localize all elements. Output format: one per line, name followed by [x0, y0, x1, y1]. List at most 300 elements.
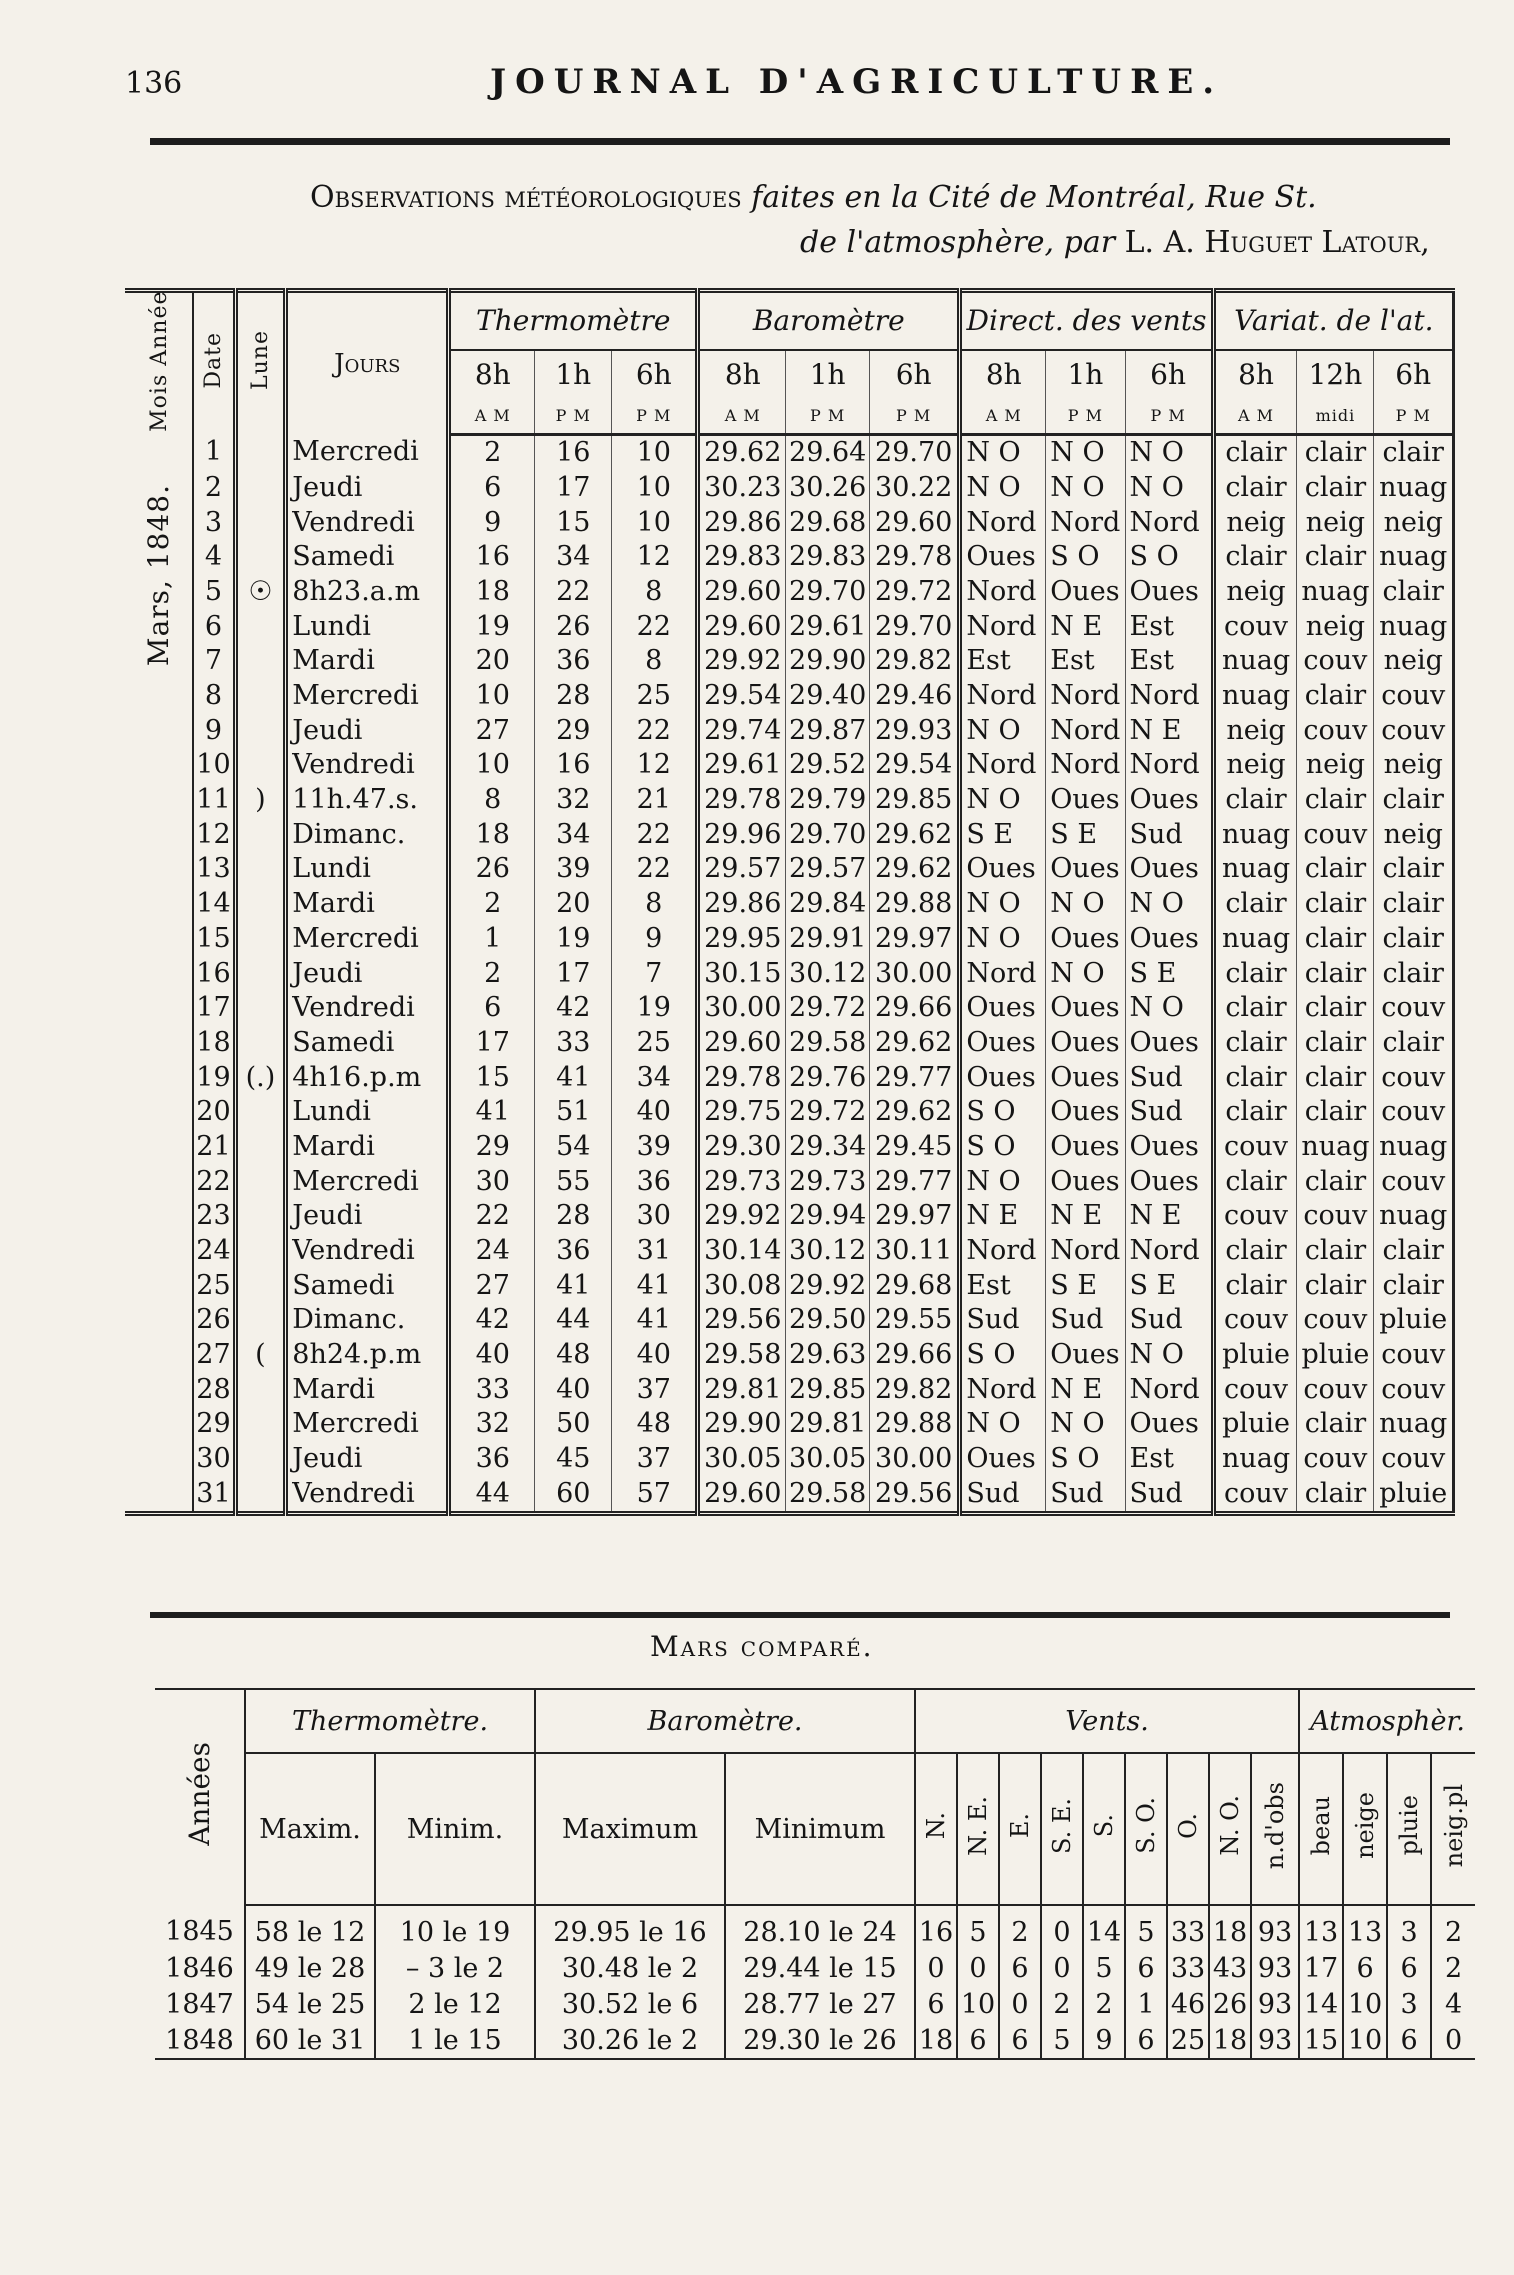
- wind-cell: Nord: [1046, 1234, 1125, 1269]
- baro-cell: 29.68: [786, 505, 870, 540]
- atmos-cell: pluie: [1374, 1476, 1454, 1513]
- time-header: 12h: [1297, 350, 1374, 399]
- baro-cell: 29.78: [698, 783, 786, 818]
- observation-row: [125, 575, 1454, 610]
- baro-cell: 29.62: [870, 1095, 960, 1130]
- lune-cell: [235, 471, 286, 506]
- thermo-cell: 36: [612, 1164, 698, 1199]
- thermo-cell: 10: [612, 505, 698, 540]
- baro-cell: 29.40: [786, 679, 870, 714]
- observation-row: [125, 540, 1454, 575]
- thermo-cell: 40: [449, 1338, 535, 1373]
- compare-wind-cell: 33: [1167, 1905, 1209, 1950]
- date-cell: 6: [193, 609, 235, 644]
- compare-wind-cell: 6: [915, 1986, 957, 2022]
- wind-cell: N O: [960, 713, 1046, 748]
- thermo-cell: 45: [535, 1442, 612, 1477]
- wind-cell: Oues: [1046, 1026, 1125, 1061]
- atmos-cell: couv: [1374, 1442, 1454, 1477]
- baro-cell: 30.00: [698, 991, 786, 1026]
- baro-cell: 30.23: [698, 471, 786, 506]
- baro-cell: 29.95: [698, 921, 786, 956]
- compare-wind-cell: 5: [1041, 2022, 1083, 2059]
- compare-wind-cell: 93: [1251, 1950, 1299, 1986]
- atmos-cell: nuag: [1213, 817, 1297, 852]
- atmos-cell: nuag: [1374, 540, 1454, 575]
- compare-header-atmos-text: neig.pl: [1439, 1783, 1468, 1868]
- observation-row: [125, 1199, 1454, 1234]
- compare-wind-cell: 18: [915, 2022, 957, 2059]
- wind-cell: Est: [960, 1268, 1046, 1303]
- baro-cell: 29.63: [786, 1338, 870, 1373]
- lune-cell: [235, 679, 286, 714]
- compare-bmin: 28.10 le 24: [725, 1905, 915, 1950]
- period-header: A M: [960, 399, 1046, 434]
- wind-cell: N O: [960, 1164, 1046, 1199]
- baro-cell: 30.00: [870, 956, 960, 991]
- wind-cell: Est: [1125, 1442, 1213, 1477]
- compare-wind-cell: 6: [1125, 1950, 1167, 1986]
- atmos-cell: clair: [1213, 1164, 1297, 1199]
- wind-cell: N O: [1046, 956, 1125, 991]
- baro-cell: 29.45: [870, 1130, 960, 1165]
- atmos-cell: pluie: [1297, 1338, 1374, 1373]
- compare-header-atmos: [1299, 1753, 1343, 1905]
- wind-cell: Sud: [960, 1476, 1046, 1513]
- wind-cell: S O: [1046, 1442, 1125, 1477]
- observation-row: [125, 852, 1454, 887]
- baro-cell: 29.91: [786, 921, 870, 956]
- wind-cell: Sud: [1046, 1476, 1125, 1513]
- wind-cell: Nord: [960, 505, 1046, 540]
- baro-cell: 29.81: [698, 1372, 786, 1407]
- date-cell: 13: [193, 852, 235, 887]
- caption-lead: Observations météorologiques: [310, 180, 742, 215]
- thermo-cell: 34: [612, 1060, 698, 1095]
- wind-cell: S E: [1046, 817, 1125, 852]
- jour-cell: Samedi: [286, 540, 449, 575]
- period-header: midi: [1297, 399, 1374, 434]
- thermo-cell: 12: [612, 748, 698, 783]
- thermo-cell: 57: [612, 1476, 698, 1513]
- atmos-cell: nuag: [1297, 575, 1374, 610]
- atmos-cell: couv: [1297, 1442, 1374, 1477]
- atmos-cell: clair: [1374, 921, 1454, 956]
- compare-wind-cell: 2: [1041, 1986, 1083, 2022]
- baro-cell: 29.57: [786, 852, 870, 887]
- wind-cell: Nord: [1046, 748, 1125, 783]
- jour-cell: Lundi: [286, 852, 449, 887]
- observation-row: [125, 1372, 1454, 1407]
- period-header: A M: [698, 399, 786, 434]
- atmos-cell: couv: [1374, 713, 1454, 748]
- jour-cell: Jeudi: [286, 713, 449, 748]
- compare-tmax: 54 le 25: [245, 1986, 375, 2022]
- atmos-cell: neig: [1213, 575, 1297, 610]
- atmos-cell: couv: [1213, 609, 1297, 644]
- lune-cell: (: [235, 1338, 286, 1373]
- compare-group-thermometre: Thermomètre.: [245, 1689, 535, 1753]
- atmos-cell: clair: [1213, 1060, 1297, 1095]
- thermo-cell: 17: [535, 471, 612, 506]
- col-header-jours: Jours: [286, 291, 449, 435]
- baro-cell: 29.82: [870, 644, 960, 679]
- wind-cell: N O: [1125, 991, 1213, 1026]
- thermo-cell: 37: [612, 1372, 698, 1407]
- page-number: 136: [125, 66, 183, 101]
- baro-cell: 30.08: [698, 1268, 786, 1303]
- baro-cell: 29.70: [786, 817, 870, 852]
- jour-cell: Samedi: [286, 1026, 449, 1061]
- baro-cell: 29.84: [786, 887, 870, 922]
- compare-header-atmos-text: beau: [1307, 1795, 1336, 1856]
- baro-cell: 29.68: [870, 1268, 960, 1303]
- thermo-cell: 19: [612, 991, 698, 1026]
- baro-cell: 29.50: [786, 1303, 870, 1338]
- baro-cell: 29.88: [870, 1407, 960, 1442]
- atmos-cell: couv: [1374, 679, 1454, 714]
- wind-cell: Nord: [1046, 713, 1125, 748]
- observation-row: [125, 991, 1454, 1026]
- thermo-cell: 2: [449, 887, 535, 922]
- date-cell: 16: [193, 956, 235, 991]
- date-cell: 1: [193, 434, 235, 470]
- compare-header-wind-text: S. E.: [1048, 1797, 1077, 1854]
- thermo-cell: 30: [449, 1164, 535, 1199]
- baro-cell: 29.82: [870, 1372, 960, 1407]
- thermo-cell: 6: [449, 471, 535, 506]
- baro-cell: 29.72: [870, 575, 960, 610]
- date-cell: 8: [193, 679, 235, 714]
- observations-table: [125, 288, 1455, 1516]
- compare-atmos-cell: 2: [1431, 1950, 1475, 1986]
- date-cell: 25: [193, 1268, 235, 1303]
- date-cell: 18: [193, 1026, 235, 1061]
- thermo-cell: 15: [449, 1060, 535, 1095]
- wind-cell: Oues: [960, 991, 1046, 1026]
- compare-wind-cell: 25: [1167, 2022, 1209, 2059]
- compare-header-wind-text: n.d'obs: [1261, 1781, 1290, 1870]
- atmos-cell: clair: [1297, 434, 1374, 470]
- compare-header-wind-text: N. E.: [964, 1795, 993, 1856]
- atmos-cell: clair: [1297, 1234, 1374, 1269]
- thermo-cell: 17: [535, 956, 612, 991]
- date-cell: 5: [193, 575, 235, 610]
- time-header: 8h: [960, 350, 1046, 399]
- wind-cell: Nord: [1125, 679, 1213, 714]
- wind-cell: S E: [960, 817, 1046, 852]
- atmos-cell: neig: [1374, 505, 1454, 540]
- lune-cell: [235, 921, 286, 956]
- baro-cell: 29.60: [698, 1026, 786, 1061]
- compare-header-bmin: Minimum: [725, 1753, 915, 1905]
- wind-cell: Nord: [1125, 505, 1213, 540]
- date-cell: 10: [193, 748, 235, 783]
- date-cell: 17: [193, 991, 235, 1026]
- compare-wind-cell: 0: [1041, 1905, 1083, 1950]
- date-cell: 14: [193, 887, 235, 922]
- compare-header-wind-text: O.: [1174, 1812, 1203, 1839]
- thermo-cell: 50: [535, 1407, 612, 1442]
- compare-tmin: 10 le 19: [375, 1905, 535, 1950]
- baro-cell: 29.92: [786, 1268, 870, 1303]
- compare-bmin: 29.44 le 15: [725, 1950, 915, 1986]
- baro-cell: 29.64: [786, 434, 870, 470]
- wind-cell: Oues: [1125, 1407, 1213, 1442]
- observations-body: [125, 434, 1454, 1513]
- wind-cell: N O: [1046, 471, 1125, 506]
- compare-header-atmos: [1387, 1753, 1431, 1905]
- group-header-barometre: Baromètre: [698, 291, 960, 350]
- baro-cell: 29.56: [870, 1476, 960, 1513]
- month-label-text: Mars, 1848.: [141, 484, 175, 667]
- observation-row: [125, 644, 1454, 679]
- compare-atmos-cell: 6: [1387, 1950, 1431, 1986]
- jour-cell: Mardi: [286, 644, 449, 679]
- baro-cell: 29.94: [786, 1199, 870, 1234]
- compare-atmos-cell: 13: [1343, 1905, 1387, 1950]
- baro-cell: 29.56: [698, 1303, 786, 1338]
- baro-cell: 29.83: [698, 540, 786, 575]
- thermo-cell: 29: [449, 1130, 535, 1165]
- baro-cell: 29.58: [786, 1026, 870, 1061]
- wind-cell: Nord: [960, 609, 1046, 644]
- period-header: A M: [449, 399, 535, 434]
- thermo-cell: 33: [535, 1026, 612, 1061]
- period-header: P M: [1374, 399, 1454, 434]
- compare-body: [155, 1905, 1475, 2059]
- thermo-cell: 10: [449, 679, 535, 714]
- thermo-cell: 40: [535, 1372, 612, 1407]
- observation-row: [125, 1095, 1454, 1130]
- jour-cell: Vendredi: [286, 1234, 449, 1269]
- jour-cell: Vendredi: [286, 748, 449, 783]
- atmos-cell: clair: [1374, 434, 1454, 470]
- compare-wind-cell: 18: [1209, 2022, 1251, 2059]
- baro-cell: 30.05: [786, 1442, 870, 1477]
- baro-cell: 29.60: [698, 609, 786, 644]
- date-cell: 26: [193, 1303, 235, 1338]
- lune-cell: [235, 1234, 286, 1269]
- jour-cell: 8h24.p.m: [286, 1338, 449, 1373]
- time-header: 1h: [786, 350, 870, 399]
- jour-cell: Mercredi: [286, 434, 449, 470]
- compare-year: 1845: [165, 1916, 234, 1947]
- observation-row: [125, 1338, 1454, 1373]
- jour-cell: Dimanc.: [286, 817, 449, 852]
- wind-cell: S E: [1125, 1268, 1213, 1303]
- atmos-cell: clair: [1374, 956, 1454, 991]
- wind-cell: Oues: [1046, 1130, 1125, 1165]
- observation-row: [125, 1476, 1454, 1513]
- compare-top-rule: [150, 1612, 1450, 1618]
- thermo-cell: 22: [612, 852, 698, 887]
- baro-cell: 29.87: [786, 713, 870, 748]
- wind-cell: Sud: [1125, 1476, 1213, 1513]
- lune-cell: [235, 434, 286, 470]
- baro-cell: 29.70: [786, 575, 870, 610]
- compare-bmax: 29.95 le 16: [535, 1905, 725, 1950]
- thermo-cell: 8: [612, 575, 698, 610]
- thermo-cell: 27: [449, 1268, 535, 1303]
- lune-cell: [235, 1303, 286, 1338]
- baro-cell: 29.83: [786, 540, 870, 575]
- observation-row: [125, 434, 1454, 470]
- compare-wind-cell: 6: [999, 2022, 1041, 2059]
- date-cell: 21: [193, 1130, 235, 1165]
- wind-cell: Oues: [960, 1442, 1046, 1477]
- baro-cell: 29.78: [698, 1060, 786, 1095]
- thermo-cell: 2: [449, 956, 535, 991]
- baro-cell: 29.60: [870, 505, 960, 540]
- compare-header-bmax: Maximum: [535, 1753, 725, 1905]
- baro-cell: 29.81: [786, 1407, 870, 1442]
- date-cell: 29: [193, 1407, 235, 1442]
- compare-row: [155, 2022, 1475, 2059]
- baro-cell: 29.46: [870, 679, 960, 714]
- compare-wind-cell: 2: [999, 1905, 1041, 1950]
- compare-header-wind: [999, 1753, 1041, 1905]
- atmos-cell: clair: [1213, 887, 1297, 922]
- thermo-cell: 17: [449, 1026, 535, 1061]
- compare-atmos-cell: 14: [1299, 1986, 1343, 2022]
- compare-header-wind: [915, 1753, 957, 1905]
- wind-cell: Oues: [1125, 783, 1213, 818]
- atmos-cell: couv: [1297, 1372, 1374, 1407]
- jour-cell: Mercredi: [286, 1407, 449, 1442]
- wind-cell: S E: [1125, 956, 1213, 991]
- thermo-cell: 9: [612, 921, 698, 956]
- compare-header-wind: [1041, 1753, 1083, 1905]
- baro-cell: 29.92: [698, 644, 786, 679]
- compare-wind-cell: 33: [1167, 1950, 1209, 1986]
- wind-cell: S O: [960, 1338, 1046, 1373]
- wind-cell: Oues: [960, 1026, 1046, 1061]
- jour-cell: Mercredi: [286, 679, 449, 714]
- wind-cell: Nord: [1125, 748, 1213, 783]
- thermo-cell: 20: [535, 887, 612, 922]
- wind-cell: Oues: [960, 1060, 1046, 1095]
- thermo-cell: 20: [449, 644, 535, 679]
- atmos-cell: clair: [1297, 783, 1374, 818]
- atmos-cell: clair: [1297, 1268, 1374, 1303]
- baro-cell: 29.88: [870, 887, 960, 922]
- compare-atmos-cell: 2: [1431, 1905, 1475, 1950]
- compare-group-barometre: Baromètre.: [535, 1689, 915, 1753]
- thermo-cell: 36: [535, 1234, 612, 1269]
- atmos-cell: clair: [1374, 887, 1454, 922]
- baro-cell: 30.15: [698, 956, 786, 991]
- thermo-cell: 28: [535, 679, 612, 714]
- thermo-cell: 18: [449, 817, 535, 852]
- wind-cell: N E: [1125, 1199, 1213, 1234]
- compare-header-wind: [1167, 1753, 1209, 1905]
- atmos-cell: clair: [1374, 575, 1454, 610]
- jour-cell: 11h.47.s.: [286, 783, 449, 818]
- atmos-cell: couv: [1297, 1199, 1374, 1234]
- compare-wind-cell: 18: [1209, 1905, 1251, 1950]
- observation-row: [125, 783, 1454, 818]
- baro-cell: 29.73: [786, 1164, 870, 1199]
- compare-wind-cell: 10: [957, 1986, 999, 2022]
- compare-bmax: 30.52 le 6: [535, 1986, 725, 2022]
- atmos-cell: couv: [1297, 713, 1374, 748]
- compare-tmin: 1 le 15: [375, 2022, 535, 2059]
- atmos-cell: clair: [1213, 1234, 1297, 1269]
- thermo-cell: 22: [612, 817, 698, 852]
- wind-cell: Oues: [1125, 852, 1213, 887]
- time-header: 8h: [449, 350, 535, 399]
- col-header-lune: Lune: [235, 291, 286, 435]
- date-cell: 23: [193, 1199, 235, 1234]
- lune-cell: ): [235, 783, 286, 818]
- period-header: P M: [870, 399, 960, 434]
- compare-wind-cell: 93: [1251, 1986, 1299, 2022]
- atmos-cell: couv: [1213, 1130, 1297, 1165]
- atmos-cell: nuag: [1213, 1442, 1297, 1477]
- lune-cell: [235, 1442, 286, 1477]
- atmos-cell: neig: [1374, 748, 1454, 783]
- thermo-cell: 40: [612, 1095, 698, 1130]
- thermo-cell: 16: [535, 748, 612, 783]
- atmos-cell: clair: [1374, 852, 1454, 887]
- caption-italic-2: de l'atmosphère, par: [800, 225, 1116, 260]
- compare-wind-cell: 43: [1209, 1950, 1251, 1986]
- thermo-cell: 22: [535, 575, 612, 610]
- wind-cell: Nord: [960, 575, 1046, 610]
- baro-cell: 29.72: [786, 991, 870, 1026]
- atmos-cell: neig: [1297, 505, 1374, 540]
- wind-cell: N O: [1046, 434, 1125, 470]
- compare-year: 1847: [165, 1988, 234, 2020]
- period-header: P M: [1125, 399, 1213, 434]
- wind-cell: S O: [960, 1130, 1046, 1165]
- time-header: 6h: [1125, 350, 1213, 399]
- thermo-cell: 16: [449, 540, 535, 575]
- date-cell: 31: [193, 1476, 235, 1513]
- atmos-cell: neig: [1213, 505, 1297, 540]
- baro-cell: 29.86: [698, 505, 786, 540]
- atmos-cell: clair: [1297, 991, 1374, 1026]
- jour-cell: Mercredi: [286, 1164, 449, 1199]
- date-cell: 27: [193, 1338, 235, 1373]
- atmos-cell: nuag: [1213, 921, 1297, 956]
- atmos-cell: clair: [1213, 434, 1297, 470]
- wind-cell: Sud: [1046, 1303, 1125, 1338]
- wind-cell: N O: [1125, 434, 1213, 470]
- observation-row: [125, 887, 1454, 922]
- wind-cell: Nord: [1046, 505, 1125, 540]
- time-header: 6h: [1374, 350, 1454, 399]
- atmos-cell: couv: [1374, 1338, 1454, 1373]
- time-header: 8h: [1213, 350, 1297, 399]
- compare-title: Mars comparé.: [650, 1630, 874, 1663]
- atmos-cell: couv: [1213, 1303, 1297, 1338]
- compare-tmin: 2 le 12: [375, 1986, 535, 2022]
- thermo-cell: 27: [449, 713, 535, 748]
- jour-cell: 8h23.a.m: [286, 575, 449, 610]
- compare-tmax: 60 le 31: [245, 2022, 375, 2059]
- compare-header-tmin: Minim.: [375, 1753, 535, 1905]
- thermo-cell: 7: [612, 956, 698, 991]
- date-cell: 2: [193, 471, 235, 506]
- thermo-cell: 2: [449, 434, 535, 470]
- jour-cell: Samedi: [286, 1268, 449, 1303]
- atmos-cell: clair: [1213, 783, 1297, 818]
- atmos-cell: couv: [1213, 1372, 1297, 1407]
- time-header: 1h: [535, 350, 612, 399]
- wind-cell: S O: [1125, 540, 1213, 575]
